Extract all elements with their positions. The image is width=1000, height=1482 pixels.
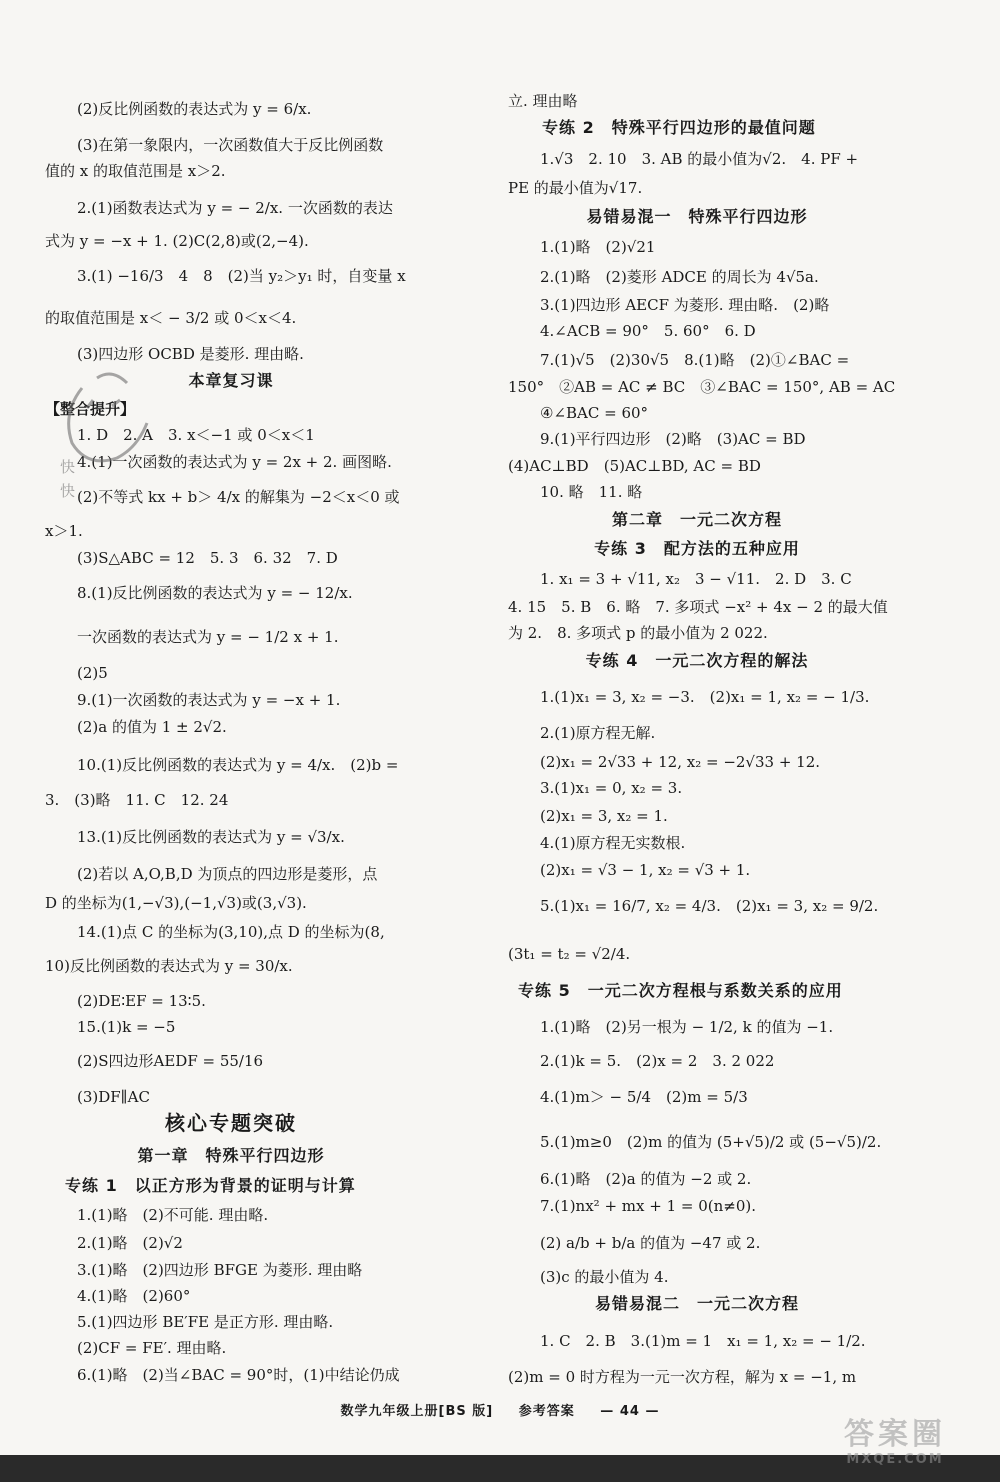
text-line: 2.(1)函数表达式为 y = − 2/x. 一次函数的表达 [77, 199, 393, 217]
text-line: (2)a 的值为 1 ± 2√2. [77, 718, 227, 736]
text-line: 2.(1)略 (2)菱形 ADCE 的周长为 4√5a. [540, 268, 819, 286]
stamp-text: 快 [60, 482, 77, 500]
text-line: 1.(1)略 (2)另一根为 − 1/2, k 的值为 −1. [540, 1018, 834, 1036]
text-line: 2.(1)原方程无解. [540, 724, 656, 742]
watermark-url: MXQE.COM [846, 1452, 944, 1467]
section-heading: 易错易混二 一元二次方程 [594, 1294, 799, 1313]
text-line: 2.(1)k = 5. (2)x = 2 3. 2 022 [540, 1052, 775, 1070]
text-line: 一次函数的表达式为 y = − 1/2 x + 1. [77, 628, 339, 646]
text-line: 3.(1)四边形 AECF 为菱形. 理由略. (2)略 [540, 296, 830, 314]
text-line: (2)CF = FE′. 理由略. [77, 1339, 227, 1357]
text-line: 8.(1)反比例函数的表达式为 y = − 12/x. [77, 584, 353, 602]
section-heading: 核心专题突破 [165, 1111, 297, 1135]
text-line: (3)在第一象限内，一次函数值大于反比例函数 [77, 136, 384, 154]
text-line: (2) a/b + b/a 的值为 −47 或 2. [540, 1234, 761, 1252]
text-line: 4.(1)略 (2)60° [77, 1287, 191, 1305]
practice-heading: 专练 1 以正方形为背景的证明与计算 [65, 1176, 356, 1195]
text-line: (2)x₁ = 3, x₂ = 1. [540, 807, 668, 825]
text-line: 10)反比例函数的表达式为 y = 30/x. [45, 957, 293, 975]
text-line: (3)四边形 OCBD 是菱形. 理由略. [77, 345, 304, 363]
text-line: 9.(1)平行四边形 (2)略 (3)AC = BD [540, 430, 806, 448]
text-line: 150° ②AB = AC ≠ BC ③∠BAC = 150°, AB = AC [508, 378, 896, 396]
text-line: 式为 y = −x + 1. (2)C(2,8)或(2,−4). [45, 232, 309, 250]
text-line: 4.(1)m＞ − 5/4 (2)m = 5/3 [540, 1088, 748, 1106]
text-line: PE 的最小值为√17. [508, 179, 643, 197]
text-line: 1. C 2. B 3.(1)m = 1 x₁ = 1, x₂ = − 1/2. [540, 1332, 866, 1350]
text-line: 6.(1)略 (2)a 的值为 −2 或 2. [540, 1170, 752, 1188]
text-line: 4. 15 5. B 6. 略 7. 多项式 −x² + 4x − 2 的最大值 [508, 598, 888, 616]
subsection-label: 【整合提升】 [45, 400, 136, 418]
stamp-text: 快 [60, 458, 77, 476]
footer-book-title: 数学九年级上册[BS 版] [340, 1404, 494, 1419]
text-line: 4.∠ACB = 90° 5. 60° 6. D [540, 322, 756, 340]
text-line: (4)AC⊥BD (5)AC⊥BD, AC = BD [508, 457, 761, 475]
text-line: 5.(1)x₁ = 16/7, x₂ = 4/3. (2)x₁ = 3, x₂ = 9/2. [540, 897, 879, 915]
text-line: (2)不等式 kx + b＞ 4/x 的解集为 −2＜x＜0 或 [77, 488, 400, 506]
page-number: — 44 — [600, 1404, 660, 1419]
text-line: 9.(1)一次函数的表达式为 y = −x + 1. [77, 691, 341, 709]
text-line: 为 2. 8. 多项式 p 的最小值为 2 022. [508, 624, 768, 642]
text-line: 15.(1)k = −5 [77, 1018, 176, 1036]
text-line: 2.(1)略 (2)√2 [77, 1234, 183, 1252]
text-line: (3t₁ = t₂ = √2/4. [508, 945, 631, 963]
text-line: 5.(1)m≥0 (2)m 的值为 (5+√5)/2 或 (5−√5)/2. [540, 1133, 882, 1151]
text-line: 立. 理由略 [508, 92, 578, 110]
text-line: 7.(1)√5 (2)30√5 8.(1)略 (2)①∠BAC = [540, 351, 850, 369]
text-line: (2)x₁ = √3 − 1, x₂ = √3 + 1. [540, 861, 751, 879]
text-line: (2)若以 A,O,B,D 为顶点的四边形是菱形，点 [77, 865, 378, 883]
section-heading: 本章复习课 [188, 371, 274, 390]
text-line: 3.(1)略 (2)四边形 BFGE 为菱形. 理由略 [77, 1261, 363, 1279]
text-line: 1. D 2. A 3. x＜−1 或 0＜x＜1 [77, 426, 315, 444]
text-line: 10. 略 11. 略 [540, 483, 643, 501]
text-line: 14.(1)点 C 的坐标为(3,10),点 D 的坐标为(8, [77, 923, 385, 941]
watermark-logo [800, 1418, 990, 1478]
text-line: (2)S四边形AEDF = 55/16 [77, 1052, 264, 1070]
text-line: 6.(1)略 (2)当∠BAC = 90°时，(1)中结论仍成 [77, 1366, 400, 1384]
text-line: 1.(1)x₁ = 3, x₂ = −3. (2)x₁ = 1, x₂ = − 1/3. [540, 688, 870, 706]
text-line: 值的 x 的取值范围是 x＞2. [45, 162, 226, 180]
text-line: 4.(1)原方程无实数根. [540, 834, 686, 852]
chapter-heading: 第一章 特殊平行四边形 [137, 1146, 325, 1165]
text-line: ④∠BAC = 60° [540, 404, 649, 422]
text-line: 3.(1)x₁ = 0, x₂ = 3. [540, 779, 683, 797]
text-line: 3. (3)略 11. C 12. 24 [45, 791, 229, 809]
practice-heading: 专练 5 一元二次方程根与系数关系的应用 [518, 981, 843, 1000]
text-line: 1. x₁ = 3 + √11, x₂ 3 − √11. 2. D 3. C [540, 570, 852, 588]
text-line: (3)S△ABC = 12 5. 3 6. 32 7. D [77, 549, 338, 567]
text-line: (2)DE∶EF = 13∶5. [77, 992, 206, 1010]
text-line: 的取值范围是 x＜ − 3/2 或 0＜x＜4. [45, 309, 297, 327]
chapter-heading: 第二章 一元二次方程 [611, 510, 782, 529]
text-line: (2)5 [77, 664, 108, 682]
text-line: (2)m = 0 时方程为一元一次方程，解为 x = −1, m [508, 1368, 857, 1386]
text-line: (2)x₁ = 2√33 + 12, x₂ = −2√33 + 12. [540, 753, 821, 771]
practice-heading: 专练 2 特殊平行四边形的最值问题 [542, 118, 816, 137]
text-line: (3)c 的最小值为 4. [540, 1268, 669, 1286]
practice-heading: 专练 3 配方法的五种应用 [594, 539, 800, 558]
text-line: 10.(1)反比例函数的表达式为 y = 4/x. (2)b = [77, 756, 399, 774]
text-line: 1.(1)略 (2)√21 [540, 238, 656, 256]
text-line: 5.(1)四边形 BE′FE 是正方形. 理由略. [77, 1313, 334, 1331]
text-line: 13.(1)反比例函数的表达式为 y = √3/x. [77, 828, 345, 846]
practice-heading: 专练 4 一元二次方程的解法 [585, 651, 809, 670]
text-line: 7.(1)nx² + mx + 1 = 0(n≠0). [540, 1197, 757, 1215]
text-line: (2)反比例函数的表达式为 y = 6/x. [77, 100, 312, 118]
text-line: (3)DF∥AC [77, 1088, 150, 1106]
watermark-logo-text: 答案圈 [844, 1417, 946, 1452]
footer-section: 参考答案 [518, 1404, 575, 1419]
text-line: 1.(1)略 (2)不可能. 理由略. [77, 1206, 269, 1224]
text-line: x＞1. [45, 522, 83, 540]
text-line: D 的坐标为(1,−√3),(−1,√3)或(3,√3). [45, 894, 307, 912]
text-line: 4.(1)一次函数的表达式为 y = 2x + 2. 画图略. [77, 453, 392, 471]
section-heading: 易错易混一 特殊平行四边形 [586, 207, 808, 226]
text-line: 1.√3 2. 10 3. AB 的最小值为√2. 4. PF + [540, 150, 859, 168]
text-line: 3.(1) −16/3 4 8 (2)当 y₂＞y₁ 时，自变量 x [77, 267, 406, 285]
